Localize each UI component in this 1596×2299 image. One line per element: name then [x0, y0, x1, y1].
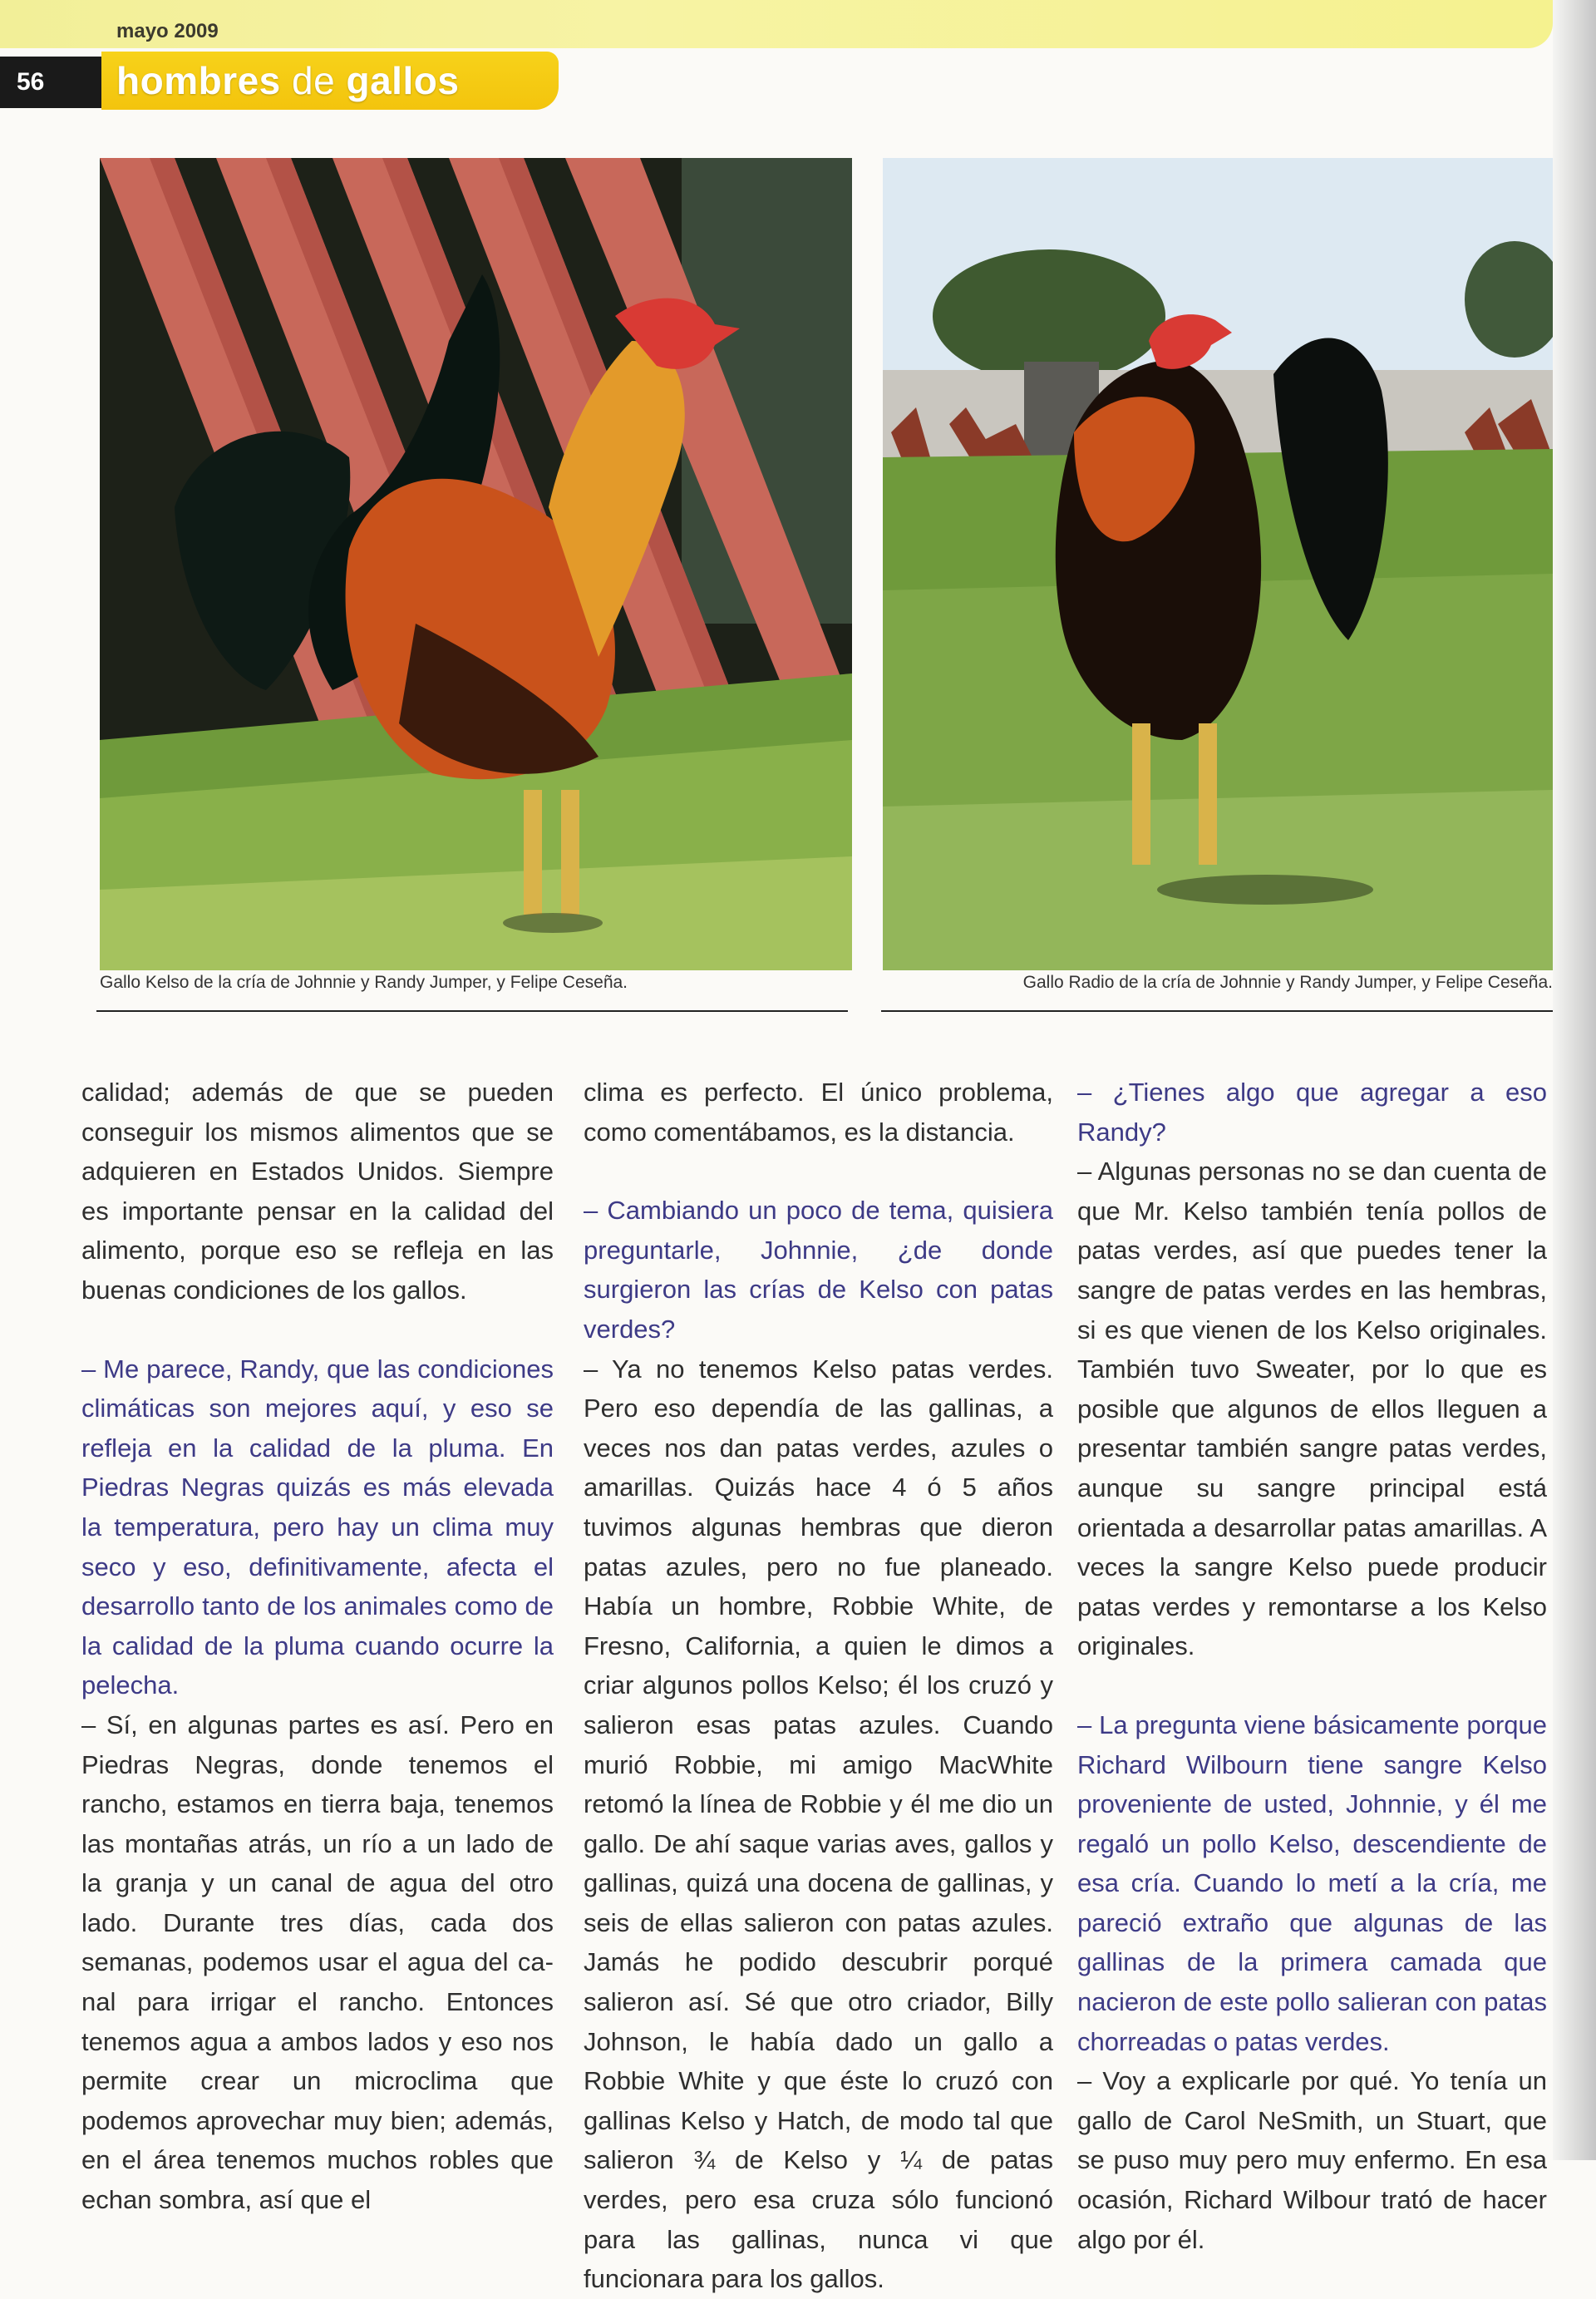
paragraph: calidad; además de que se pueden conseguir los mismos alimentos que se adquieren en Estados Unidos. Siempre es importante pensar en la calidad del alimento, porque eso se refleja en las buenas condiciones de los gallos. [81, 1078, 554, 1305]
interview-answer: – Sí, en algunas partes es así. Pero en Piedras Negras, donde tenemos el rancho, estamos en tierra baja, tenemos las montañas atrás, un río a un lado de la granja y un canal de agua del otro lado. Durante tres días, cada dos semanas, podemos usar el agua del canal para irrigar el rancho. Entonces tenemos agua a ambos lados y eso nos permite crear un microclima que podemos aprovechar muy bien; además, en el área tenemos muchos robles que echan sombra, así que el [81, 1709, 554, 2215]
interview-answer: – Algunas personas no se dan cuenta de que Mr. Kelso también tenía pollos de patas verdes, así que puedes tener la sangre de patas verdes en las hembras, si es que vienen de los Kelso originales. También tuvo Sweater, por lo que es posible que algunos de ellos lleguen a presentar también sangre patas verdes, aunque su sangre principal está orientada a desarrollar patas amarillas. A veces la sangre Kelso puede producir patas verdes y remontarse a los Kelso originales. [1077, 1157, 1547, 1661]
section-title-word-2: de [292, 59, 336, 102]
interview-question: – ¿Tienes algo que agregar a eso Randy? [1077, 1078, 1547, 1147]
article-column-3 [1077, 1073, 1547, 2259]
rooster-illustration-left [100, 158, 852, 970]
section-title-word-1: hombres [116, 59, 281, 102]
caption-rule-right [881, 1010, 1553, 1012]
article-column-2 [584, 1073, 1053, 2299]
interview-question: – Cambiando un poco de tema, quisiera preguntarle, Johnnie, ¿de donde surgieron las crías de Kelso con patas verdes? [584, 1196, 1053, 1344]
section-title [116, 58, 459, 103]
interview-question: – Me parece, Randy, que las condiciones climáticas son mejores aquí, y eso se refleja en la calidad de la pluma. En Piedras Negras quizás es más elevada la temperatura, pero hay un clima muy seco y eso, definitivamente, afecta el desarrollo tanto de los animales como de la calidad de la pluma cuando ocurre la pelecha. [81, 1354, 554, 1700]
photo-kelso-rooster [100, 158, 852, 970]
issue-date: mayo 2009 [116, 20, 219, 42]
interview-answer: – Ya no tenemos Kelso patas verdes. Pero eso dependía de las gallinas, a veces nos dan patas verdes, azules o amarillas. Quizás hace 4 ó 5 años tuvimos algunas hembras que dieron patas azules, pero no fue planeado. Había un hombre, Robbie White, de Fresno, California, a quien le dimos a criar algunos pollos Kelso; él los cruzó y salieron esas patas azules. Cuando murió Robbie, mi amigo MacWhite retomó la línea de Robbie y él me dio un gallo. De ahí saque varias aves, gallos y gallinas, quizá una docena de gallinas, y seis de ellas salieron con patas azules. Jamás he podido descubrir porqué salieron así. Sé que otro criador, Billy Johnson, le había dado un gallo a Robbie White y que éste lo cruzó con gallinas Kelso y Hatch, de modo tal que salieron ¾ de Kelso y ¼ de patas verdes, pero esa cruza sólo funcionó para las gallinas, nunca vi que funcionara para los gallos. [584, 1354, 1053, 2294]
photo-radio-rooster [883, 158, 1553, 970]
photo-caption-left: Gallo Kelso de la cría de Johnnie y Randy Jumper, y Felipe Ceseña. [100, 973, 628, 992]
interview-question: – La pregunta viene básicamente porque Richard Wilbourn tiene sangre Kelso proveniente de usted, Johnnie, y él me regaló un pollo Kelso, descendiente de esa cría. Cuando lo metí a la cría, me pareció extraño que algunas de las gallinas de la primera camada que nacieron de este pollo salieran con patas chorreadas o patas verdes. [1077, 1709, 1547, 2056]
article-column-1 [81, 1073, 554, 2220]
page-fold-shadow [1553, 0, 1596, 2160]
interview-answer: – Voy a explicarle por qué. Yo tenía un gallo de Carol NeSmith, un Stuart, que se puso muy pero muy enfermo. En esa ocasión, Richard Wilbour trató de hacer algo por él. [1077, 2066, 1547, 2254]
paragraph: clima es perfecto. El único problema, como comentábamos, es la distancia. [584, 1078, 1053, 1147]
page-number: 56 [0, 57, 101, 108]
section-tab [101, 52, 559, 110]
caption-rule-left [96, 1010, 848, 1012]
photo-caption-right: Gallo Radio de la cría de Johnnie y Randy Jumper, y Felipe Ceseña. [1022, 973, 1553, 992]
header-band [0, 0, 1553, 48]
rooster-illustration-right [883, 158, 1553, 970]
section-title-word-3: gallos [346, 59, 460, 102]
